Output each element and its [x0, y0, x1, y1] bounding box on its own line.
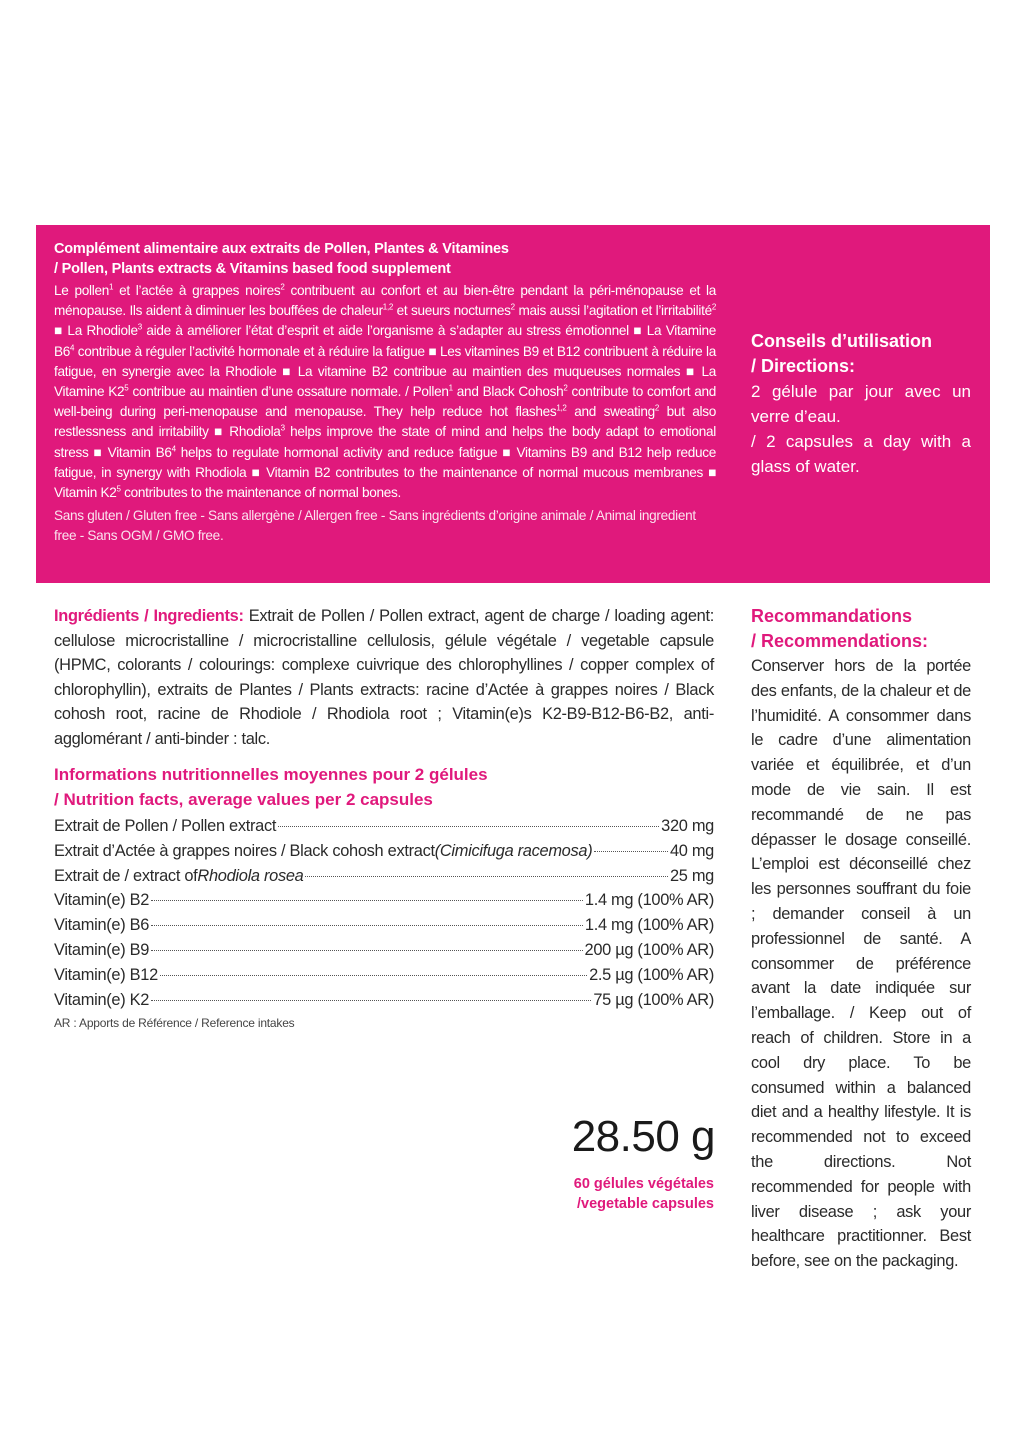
nutrition-row: Vitamin(e) K2 75 µg (100% AR)	[54, 990, 714, 1009]
leader-dots	[278, 826, 659, 827]
nutrition-row: Vitamin(e) B6 1.4 mg (100% AR)	[54, 916, 714, 935]
leader-dots	[151, 1000, 591, 1001]
nutrition-row: Vitamin(e) B9 200 µg (100% AR)	[54, 940, 714, 959]
leader-dots	[151, 950, 582, 951]
recommendations-title: Recommandations / Recommendations:	[751, 606, 929, 651]
directions-block	[751, 329, 971, 479]
info-band	[36, 225, 990, 583]
leader-dots	[151, 900, 583, 901]
directions-title: Conseils d’utilisation / Directions:	[751, 331, 933, 376]
leader-dots	[594, 851, 668, 852]
free-from-text: Sans gluten / Gluten free - Sans allergène / Allergen free - Sans ingrédients d’origine animale / Animal ingredient free - Sans OGM / GMO free.	[54, 508, 696, 544]
nutrition-title: Informations nutritionnelles moyennes pour 2 gélules / Nutrition facts, average values per 2 capsules	[54, 765, 488, 809]
leader-dots	[160, 975, 587, 976]
ingredients-block	[54, 604, 714, 752]
nutrition-row: Extrait d’Actée à grappes noires / Black cohosh extract (Cimicifuga racemosa) 40 mg	[54, 841, 714, 860]
nutrition-row: Extrait de / extract of Rhodiola rosea 25 mg	[54, 866, 714, 885]
nutrition-row: Vitamin(e) B2 1.4 mg (100% AR)	[54, 891, 714, 910]
directions-text-fr: 2 gélule par jour avec un verre d’eau.	[751, 382, 971, 426]
ingredients-text: Extrait de Pollen / Pollen extract, agent de charge / loading agent: cellulose microcristalline / microcristalline cellulosis, gélule végétale / vegetable capsule (HPMC, colorants / colourings: complexe cuivrique des chlorophyllines / copper complex of chlorophyllin), extraits de Plantes / Plants extracts: racine d’Actée à grappes noires / Black cohosh root, racine de Rhodiole / Rhodiola root ; Vitamin(e)s K2-B9-B12-B6-B2, anti-agglomérant / anti-binder : talc.	[54, 607, 714, 748]
recommendations-block	[751, 604, 971, 1274]
nutrition-row: Extrait de Pollen / Pollen extract 320 mg	[54, 817, 714, 835]
nutrition-table	[54, 814, 714, 1012]
leader-dots	[151, 925, 583, 926]
net-weight: 28.50 g	[571, 1112, 715, 1161]
reference-intakes-note: AR : Apports de Référence / Reference intakes	[54, 1016, 295, 1030]
capsule-count: 60 gélules végétales /vegetable capsules	[573, 1176, 714, 1212]
nutrition-row: Vitamin(e) B12 2.5 µg (100% AR)	[54, 965, 714, 984]
leader-dots	[305, 876, 667, 877]
ingredients-label: Ingrédients / Ingredients:	[54, 607, 244, 625]
directions-text-en: / 2 capsules a day with a glass of water.	[751, 432, 971, 476]
health-claims: Le pollen$^1$ et l’actée à grappes noires$^2$ contribuent au confort et au bien-être pendant la péri-ménopause et la ménopause. Ils aident à diminuer les bouffées de chaleur$^{1,2}$ et sueurs nocturnes$^2$ mais aussi l’agitation et l’irritabilité$^2$ ■ La Rhodiole$^3$ aide à améliorer l’état d’esprit et aide l’organisme à s’adapter au stress émotionnel ■ La Vitamine $B6^4$ contribue à réguler l’activité hormonale et à réduire la fatigue ■ Les vitamines B9 et B12 contribuent à réduire la fatigue, en synergie avec la Rhodiole ■ La vitamine B2 contribue au maintien des muqueuses normales ■ La Vitamine $K2^5$ contribue au maintien d’une ossature normale. / Pollen$^1$ and Black Cohosh$^2$ contribute to comfort and well-being during peri-menopause and menopause. They help reduce hot flashes$^{1,2}$ and sweating$^2$ but also restlessness and irritability ■ Rhodiola$^3$ helps improve the state of mind and helps the body adapt to emotional stress ■ Vitamin $B6^4$ helps to regulate hormonal activity and reduce fatigue ■ Vitamins B9 and B12 help reduce fatigue, in synergy with Rhodiola ■ Vitamin B2 contributes to the maintenance of normal mucous membranes ■ Vitamin $K2^5$ contributes to the maintenance of normal bones.	[54, 282, 717, 501]
recommendations-text: Conserver hors de la portée des enfants, de la chaleur et de l’humidité. A consommer dans le cadre d’une alimentation variée et équilibrée, et d’un mode de vie sain. Il est recommandé de ne pas dépasser le dosage conseillé. L’emploi est déconseillé chez les personnes souffrant du foie ; demander conseil à un professionnel de santé. A consommer de préférence avant la date indiquée sur l’emballage. / Keep out of reach of children. Store in a cool dry place. To be consumed within a balanced diet and a healthy lifestyle. It is recommended not to exceed the directions. Not recommended for people with liver disease ; ask your healthcare practitionner. Best before, see on the packaging.	[751, 657, 971, 1271]
claims-block	[54, 239, 716, 546]
product-title: Complément alimentaire aux extraits de Pollen, Plantes & Vitamines / Pollen, Plants extracts & Vitamins based food supplement	[54, 241, 509, 277]
